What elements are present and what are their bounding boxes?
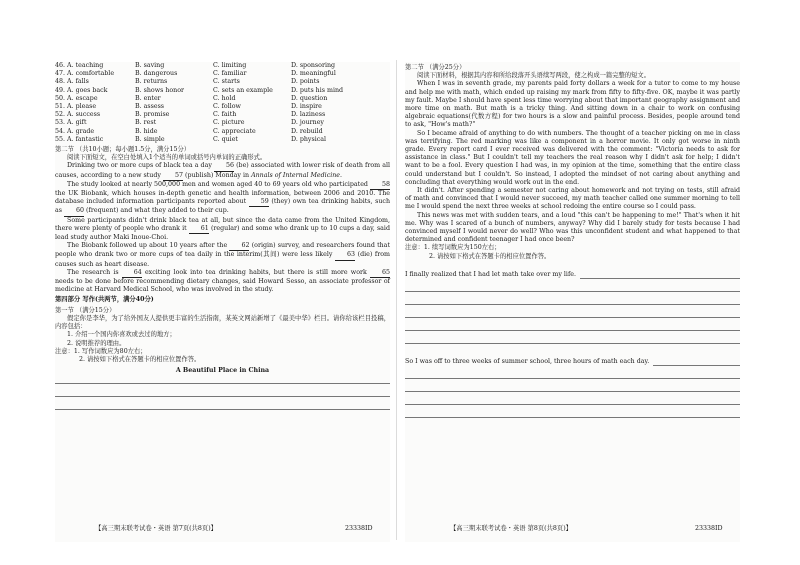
option: D. points [291, 78, 320, 86]
option: 53. A. gift [55, 119, 87, 127]
option: D. question [291, 94, 328, 102]
answer-line [405, 330, 740, 331]
option: C. quiet [213, 135, 238, 143]
option: D. sponsoring [291, 62, 336, 69]
blank: 64 [122, 269, 142, 278]
option: D. meaningful [291, 70, 336, 78]
section-heading: 第一节 （满分15分） [55, 306, 116, 314]
blank: 62 [229, 242, 249, 251]
answer-line [405, 317, 740, 318]
page-footer: 【高三期末联考试卷・英语 第8页(共8页)】 [450, 525, 572, 532]
blank: 57 [163, 172, 183, 181]
essay-title: A Beautiful Place in China [175, 367, 270, 375]
blank: 58 [370, 181, 390, 190]
answer-line [405, 291, 740, 292]
lead-sentence: I finally realized that I had let math take over my life. [405, 270, 576, 278]
passage-paragraph: The Biobank followed up about 10 years after the 62 (origin) survey, and researchers found that people who drank two or more cups of tea daily in the interim(其间) were less likely 63 (die) from causes such as heart disease. [55, 242, 390, 268]
part-heading: 第四部分 写作(共两节，满分40分) [55, 296, 154, 304]
blank: 61 [189, 225, 209, 234]
option: D. laziness [291, 111, 326, 119]
blank: 56 [214, 162, 234, 171]
page-fold [396, 60, 397, 540]
option: D. rebuild [291, 127, 323, 135]
answer-options-grid [55, 62, 390, 144]
option: C. limiting [213, 62, 247, 69]
option: C. hold [213, 94, 236, 102]
writing-note: 2. 请按如下格式在答题卡的相应位置作答。 [429, 252, 551, 260]
continuation-lead [405, 358, 740, 366]
answer-line [405, 304, 740, 305]
option: 52. A. success [55, 111, 101, 119]
option: B. enter [135, 94, 161, 102]
option: 47. A. comfortable [55, 70, 115, 78]
option: B. hide [135, 127, 158, 135]
writing-note: 注意：1. 写作词数应为80左右； [55, 347, 147, 355]
option: B. saving [135, 62, 165, 69]
option: B. returns [135, 78, 168, 86]
section-heading: 第二节 （满分25分） [405, 64, 466, 71]
option: D. physical [291, 135, 327, 143]
passage-paragraph: It didn't. After spending a semester not caring about homework and not trying on tests, still afraid of math and convinced that I would never succeed, my math teacher called one summer morning to tell me I would spend the next three weeks at school redoing the entire course so I could pass. [405, 187, 740, 211]
option: 54. A. grade [55, 127, 95, 135]
option: 46. A. teaching [55, 62, 104, 69]
passage-paragraph: The study looked at nearly 500,000 men and women aged 40 to 69 years old who participated 58 the UK Biobank, which houses in-depth genetic and health information, between 2006 and 2010. The database included information participants reported about 59 (they) own tea drinking habits, such as 60 (frequent) and what they added to their cup. [55, 181, 390, 217]
option: B. promise [135, 111, 170, 119]
blank: 63 [335, 251, 355, 260]
option: 48. A. falls [55, 78, 89, 86]
blank: 59 [249, 198, 269, 207]
exam-code: 23338ID [345, 525, 373, 532]
option: C. follow [213, 103, 241, 111]
page-footer: 【高三期末联考试卷・英语 第7页(共8页)】 [95, 525, 217, 532]
option: B. dangerous [135, 70, 178, 78]
lead-sentence: So I was off to three weeks of summer school, three hours of math each day. [405, 358, 650, 366]
option: C. familiar [213, 70, 247, 78]
option: C. appreciate [213, 127, 256, 135]
option: 55. A. fantastic [55, 135, 104, 143]
passage-paragraph: So I became afraid of anything to do with numbers. The thought of a teacher picking on me in class was terrifying. The red marking was like a component in a horror movie. It only got worse in ninth grade. Every report card I ever received was delivered with the comment: "Victoria needs to ask for assistance in class." But I couldn't tell my teachers the real reason why I didn't ask for help; I didn't want to be a fool. Every question I had was, in my opinion at the time, something that the entire class could understand but I couldn't. So instead, I adopted the mindset of not caring about anything and concluding that everything would work out in the end. [405, 129, 740, 186]
section-heading: 第二节 （共10小题；每小题1.5分，满分15分） [55, 146, 191, 154]
option: D. puts his mind [291, 86, 344, 94]
option: C. sets an example [213, 86, 273, 94]
answer-line [405, 391, 740, 392]
answer-line [55, 409, 390, 410]
answer-line [55, 396, 390, 397]
passage-paragraph: The research is 64 exciting look into tea drinking habits, but there is still more work 65 needs to be done before recommending dietary changes, said Howard Sesso, an associate professor of medicine at Harvard Medical School, who was involved in the study. [55, 268, 390, 294]
writing-note: 注意：1. 续写词数应为150左右； [405, 244, 501, 252]
writing-note: 2. 请按如下格式在答题卡的相应位置作答。 [79, 355, 201, 363]
page-7 [55, 62, 390, 542]
option: D. journey [291, 119, 324, 127]
option: C. starts [213, 78, 240, 86]
answer-line [405, 404, 740, 405]
passage-paragraph: When I was in seventh grade, my parents paid forty dollars a week for a tutor to come to my house and help me with math, which ended up raising my mark from fifty to fifty-five. OK, maybe it was partly my fault. Maybe I should have spent less time worrying about that important geography assignment and more time on math. But math is a tricky thing. And sitting down in a chair to work on confusing algebraic equations(代数方程) for two hours is a slow and painful process. Besides, people around tend to ask, "How's math?" [405, 80, 740, 129]
answer-line [55, 383, 390, 384]
passage-paragraph: Some participants didn't drink black tea at all, but since the data came from the United Kingdom, there were plenty of people who drank it 61 (regular) and some who drank up to 10 cups a day, said lead study author Maki Inoue-Choi. [55, 216, 390, 242]
option: B. assess [135, 103, 165, 111]
writing-prompt: 假定你是李华，为了给外国友人提供更丰富的生活指南，某英文网站新增了《最美中华》栏目。请你给该栏目投稿，内容包括： [55, 314, 390, 331]
answer-line [405, 417, 740, 418]
answer-line [405, 343, 740, 344]
option: C. picture [213, 119, 245, 127]
continuation-lead [405, 271, 740, 279]
option: D. inspire [291, 103, 322, 111]
page-8 [405, 62, 740, 542]
exam-code: 23338ID [695, 525, 723, 532]
option: 51. A. please [55, 103, 97, 111]
option: B. simple [135, 135, 165, 143]
writing-point: 1. 介绍一个国内你喜欢或去过的地方； [67, 331, 176, 339]
passage-paragraph: Drinking two or more cups of black tea a day 56 (be) associated with lower risk of death from all causes, according to a new study 57 (publish) Monday in Annals of Internal Medicine. [55, 162, 390, 180]
option: 49. A. goes back [55, 86, 108, 94]
passage-paragraph: This news was met with sudden tears, and a loud "this can't be happening to me!" That's when it hit me. Why was I scared of a bunch of numbers, anyway? Why did I barely study for tests because I had convinced myself I would never do well? Who was this unconfident student and what happened to that determined and confident teenager I had once been? [405, 211, 740, 244]
option: C. faith [213, 111, 237, 119]
answer-line [405, 378, 740, 379]
option: B. rest [135, 119, 157, 127]
section-instruction: 阅读下面材料，根据其内容和所给段落开头语续写两段，使之构成一篇完整的短文。 [417, 72, 650, 80]
blank: 60 [64, 207, 84, 216]
option: B. shows honor [135, 86, 185, 94]
writing-point: 2. 说明推荐的理由。 [67, 339, 126, 347]
option: 50. A. escape [55, 94, 98, 102]
blank: 65 [370, 269, 390, 278]
section-instruction: 阅读下面短文，在空白处填入1个适当的单词或括号内单词的正确形式。 [67, 154, 267, 162]
